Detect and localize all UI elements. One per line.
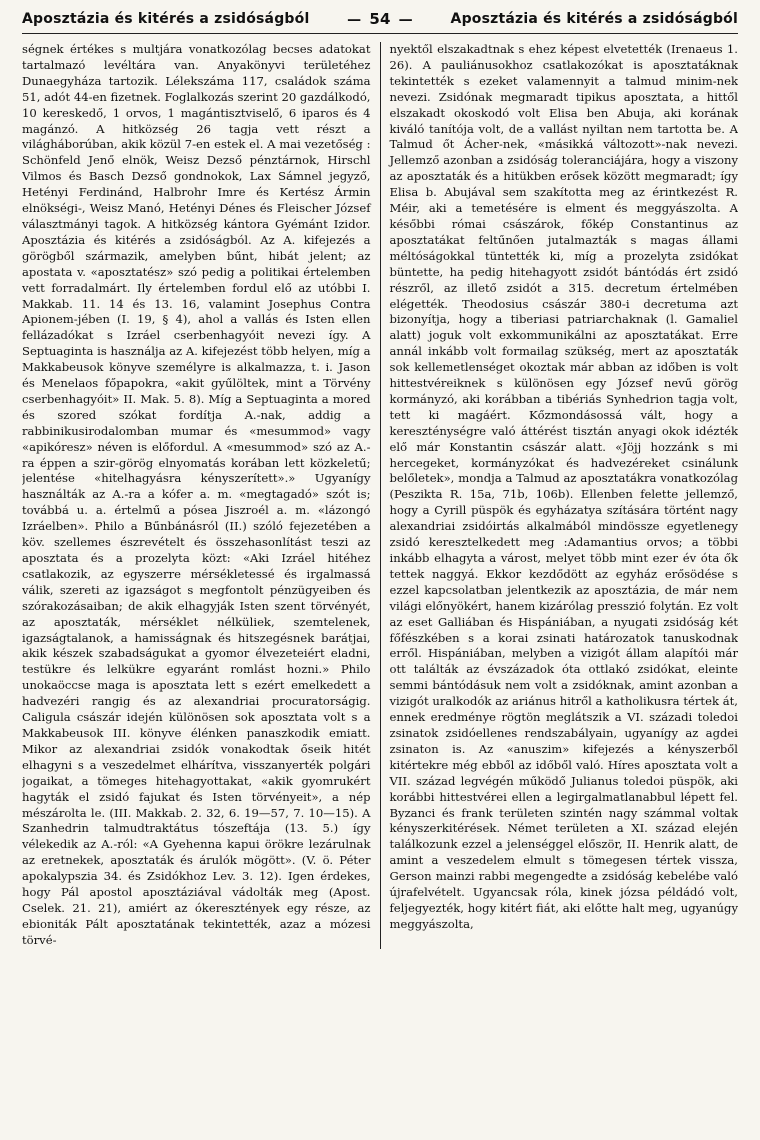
running-header	[22, 10, 738, 34]
header-center	[339, 10, 421, 28]
header-left-title: Aposztázia és kitérés a zsidóságból	[22, 11, 310, 27]
header-right-title: Aposztázia és kitérés a zsidóságból	[450, 11, 738, 27]
text-columns	[22, 42, 738, 949]
header-dash: —	[347, 12, 362, 28]
header-dash: —	[398, 12, 413, 28]
right-column	[381, 42, 739, 949]
page-number: 54	[369, 10, 391, 28]
left-column	[22, 42, 380, 949]
right-column-text: nyektől elszakadtnak s ehez képest elvetették (Irenaeus 1. 26). A pauliánusokhoz csatlakozókat is aposztatáknak tekintették s ezeket valamennyit a talmud minim-nek nevezi. Zsidónak megmaradt tipikus aposztata, a hittől elszakadt okoskodó volt Elisa ben Abuja, aki korának kiváló tanítója volt, de a vallást nyiltan nem tartotta be. A Talmud őt Ácher-nek, «másikká változott»-nak nevezi. Jellemző azonban a zsidóság toleranciájára, hogy a viszony az aposztaták és a hitükben erősek között megmaradt; így Elisa b. Abujával sem szakította meg az érintkezést R. Méir, aki a temetésére is elment és meggyászolta. A későbbi római császárok, főkép Constantinus az aposztatákat feltűnően jutalmazták s magas állami méltóságokkal tüntették ki, míg a prozelyta zsidókat büntette, ha pedig hitehagyott zsidót bántódás ért zsidó részről, az illető zsidót a 315. decretum értelmében elégették. Theodosius császár 380-i decretuma azt bizonyítja, hogy a tiberiasi patriarchaknak (l. Gamaliel alatt) joguk volt exkommunikálni az aposztatákat. Erre annál inkább volt formailag szükség, mert az aposztaták sok kellemetlenséget okoztak már abban az időben is volt hittestvéreiknek s különösen egy József nevű görög kormányzó, aki korábban a tibériás Synhedrion tagja volt, tett ki magáért. Kőzmondásossá vált, hogy a kereszténységre való áttérést tisztán anyagi okok idézték elő már Konstantin császár alatt. «Jöjj hozzánk s mi hercegeket, kormányzókat és hadvezéreket csinálunk belőletek», mondja a Talmud az aposztatákra vonatkozólag (Peszikta R. 15a, 71b, 106b). Ellenben felette jellemző, hogy a Cyrill püspök és egyházatya szítására történt nagy alexandriai zsidóirtás alkalmából mindössze egyetlenegy zsidó keresztelkedett meg :Adamantius orvos; a többi inkább elhagyta a várost, melyet több mint ezer év óta ők tettek naggyá. Ekkor kezdődött az egyház erősödése s ezzel kapcsolatban jelentkezik az aposztázia, de már nem világi előnyökért, hanem kizárólag presszió folytán. Ez volt az eset Galliában és Hispániában, a nyugati zsidóság két főfészkében s a korai zsinati határozatok tanuskodnak erről. Hispániában, melyben a vizigót állam alapítói már ott találták az évszázadok óta ottlakó zsidókat, eleinte semmi bántódásuk nem volt a zsidóknak, amint azonban a vizigót uralkodók az ariánus hitről a katholikusra tértek át, ennek eredménye rögtön meglátszik a VI. századi toledoi zsinatok zsidóellenes rendszabályain, ugyanígy az agdei zsinaton is. Az «anuszim» kifejezés a kényszerből kitértekre még ebből az időből való. Híres aposztata volt a VII. század legvégén működő Julianus toledoi püspök, aki korábbi hittestvérei ellen a legirgalmatlanabbul lépett fel. Byzanci és frank területen szintén nagy számmal voltak kényszerkitérések. Német területen a XI. század elején találkozunk ezzel a jelenséggel először, II. Henrik alatt, de amint a veszedelem elmult s tömegesen tértek vissza, Gerson mainzi rabbi megengedte a zsidóság kebelébe való újrafelvételt. Ugyancsak róla, kinek józsa példádó volt, feljegyezték, hogy kitért fiát, aki előtte halt meg, ugyanúgy meggyászolta,	[389, 42, 738, 931]
left-column-text: ségnek értékes s multjára vonatkozólag becses adatokat tartalmazó levéltára van. Anyakönyvi területéhez Dunaegyháza tartozik. Lélekszáma 117, családok száma 51, adót 44-en fizetnek. Foglalkozás szerint 20 gazdálkodó, 10 kereskedő, 1 orvos, 1 magántisztviselő, 6 iparos és 4 magánzó. A hitközség 26 tagja vett részt a világháborúban, akik közül 7-en estek el. A mai vezetőség : Schönfeld Jenő elnök, Weisz Dezső pénztárnok, Hirschl Vilmos és Basch Dezső gondnokok, Lax Sámnel jegyző, Hetényi Ferdinánd, Halbrohr Imre és Kertész Ármin elnökségi-, Weisz Manó, Hetényi Dénes és Fleischer József választmányi tagok. A hitközség kántora Gyémánt Izidor. Aposztázia és kitérés a zsidóságból. Az A. kifejezés a görögből származik, amelyben bűnt, hibát jelent; az apostata v. «aposztatész» szó pedig a politikai értelemben vett forradalmárt. Ily értelemben fordul elő az utóbbi I. Makkab. 11. 14 és 13. 16, valamint Josephus Contra Apionem-jében (I. 19, § 4), ahol a vallás és Isten ellen fellázadókat s Izráel cserbenhagyóit nevezi így. A Septuaginta is használja az A. kifejezést több helyen, míg a Makkabeusok könyve személyre is alkalmazza, t. i. Jason és Menelaos főpapokra, «akit gyűlöltek, mint a Törvény cserbenhagyóit» II. Mak. 5. 8). Míg a Septuaginta a mored és szored szókat fordítja A.-nak, addig a rabbinikusirodalomban mumar és «mesummod» vagy «apikóresz» néven is előfordul. A «mesummod» szó az A.-ra éppen a szir-görög elnyomatás korában lett közkeletű; jelentése «hitelhagyásra kényszerített».» Ugyanígy használták az A.-ra a kófer a. m. «megtagadó» szót is; továbbá u. a. értelmű a pósea Jiszroél a. m. «lázongó Izráelben». Philo a Bűnbánásról (II.) szóló fejezetében a köv. szellemes észrevételt és összehasonlítást teszi az aposztata és a prozelyta közt: «Aki Izráel hitéhez csatlakozik, az egyszerre mérsékletessé és irgalmassá válik, szereti az igazságot s megfontolt pénzügyeiben és szórakozásaiban; de akik elhagyják Isten szent törvényét, az aposztaták, mérséklet nélküliek, szemtelenek, igazságtalanok, a hamisságnak és hitszegésnek barátjai, akik készek szabadságukat a gyomor élvezeteiért eladni, testükre és lelkükre egyaránt romlást hozni.» Philo unokaöccse maga is aposztata lett s ezért emelkedett a hadvezéri rangig és az alexandriai procuratorságig. Caligula császár idején különösen sok aposztata volt s a Makkabeusok III. könyve élénken panaszkodik emiatt. Mikor az alexandriai zsidók vonakodtak őseik hitét elhagyni s a veszedelmet elhárítva, visszanyerték polgári jogaikat, a tömeges hitehagyottakat, «akik gyomrukért hagyták el zsidó fajukat és Isten törvényeit», a nép mészárolta le. (III. Makkab. 2. 32, 6. 19—57, 7. 10—15). A Szanhedrin talmudtraktátus tószeftája (13. 5.) így vélekedik az A.-ról: «A Gyehenna kapui örökre lezárulnak az eretnekek, aposztaták és árulók mögött». (V. ö. Péter apokalypszia 34. és Zsidókhoz Lev. 3. 12). Igen érdekes, hogy Pál apostol aposztáziával vádolták meg (Apost. Cselek. 21. 21), amiért az ókeresztények egy része, az ebioniták Pált aposztatának tekintették, azaz a mózesi törvé-	[22, 42, 371, 947]
